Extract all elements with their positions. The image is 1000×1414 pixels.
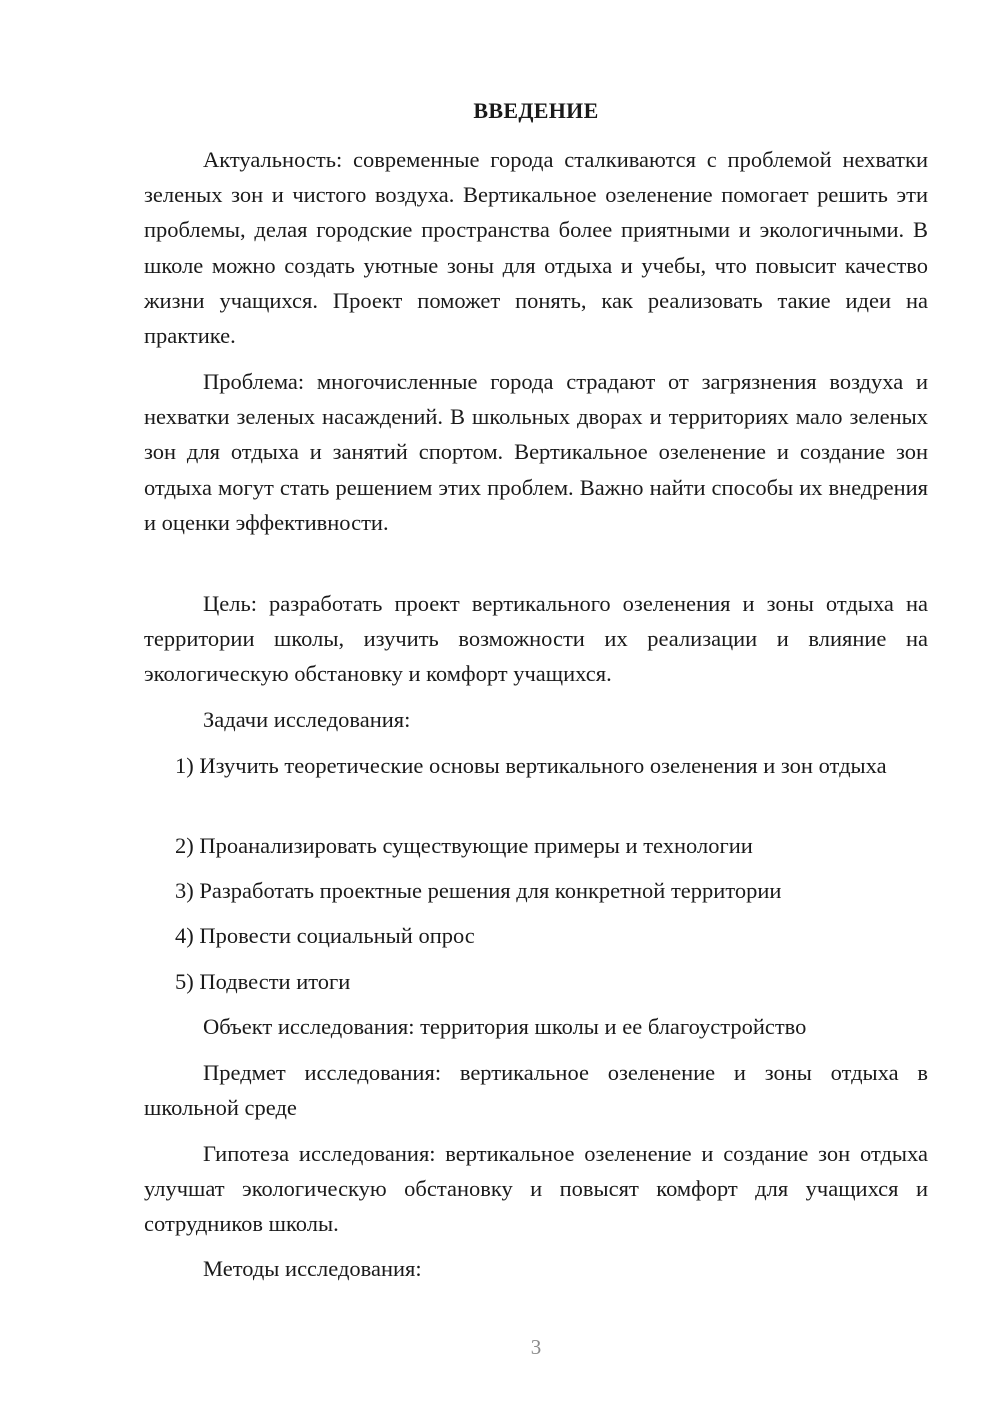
paragraph-object: Объект исследования: территория школы и ее благоустройство <box>203 1014 807 1039</box>
task-item-2: 2) Проанализировать существующие примеры и технологии <box>175 833 753 858</box>
page-number: 3 <box>530 1335 542 1359</box>
task-item-4: 4) Провести социальный опрос <box>175 923 475 948</box>
paragraph-methods: Методы исследования: <box>203 1256 422 1281</box>
tasks-heading: Задачи исследования: <box>203 707 411 732</box>
task-item-5: 5) Подвести итоги <box>175 969 351 994</box>
paragraph-problem: Проблема: многочисленные города страдают от загрязнения воздуха и нехватки зеленых насаждений. В школьных дворах и территориях мало зеленых зон для отдыха и занятий спортом. Вертикальное озеленение и создание зон отдыха могут стать решением этих проблем. Важно найти способы их внедрения и оценки эффективности. <box>144 369 928 535</box>
task-item-3: 3) Разработать проектные решения для конкретной территории <box>175 878 782 903</box>
document-page <box>144 0 928 1414</box>
paragraph-subject: Предмет исследования: вертикальное озеленение и зоны отдыха в школьной среде <box>144 1060 928 1121</box>
paragraph-goal: Цель: разработать проект вертикального озеленения и зоны отдыха на территории школы, изучить возможности их реализации и влияние на экологическую обстановку и комфорт учащихся. <box>144 591 928 687</box>
section-heading: ВВЕДЕНИЕ <box>473 98 599 123</box>
paragraph-relevance: Актуальность: современные города сталкиваются с проблемой нехватки зеленых зон и чистого воздуха. Вертикальное озеленение помогает решить эти проблемы, делая городские пространства более приятными и экологичными. В школе можно создать уютные зоны для отдыха и учебы, что повысит качество жизни учащихся. Проект поможет понять, как реализовать такие идеи на практике. <box>144 147 928 349</box>
task-item-1: 1) Изучить теоретические основы вертикального озеленения и зон отдыха <box>175 753 887 778</box>
paragraph-hypothesis: Гипотеза исследования: вертикальное озеленение и создание зон отдыха улучшат экологическую обстановку и повысят комфорт для учащихся и сотрудников школы. <box>144 1141 928 1237</box>
